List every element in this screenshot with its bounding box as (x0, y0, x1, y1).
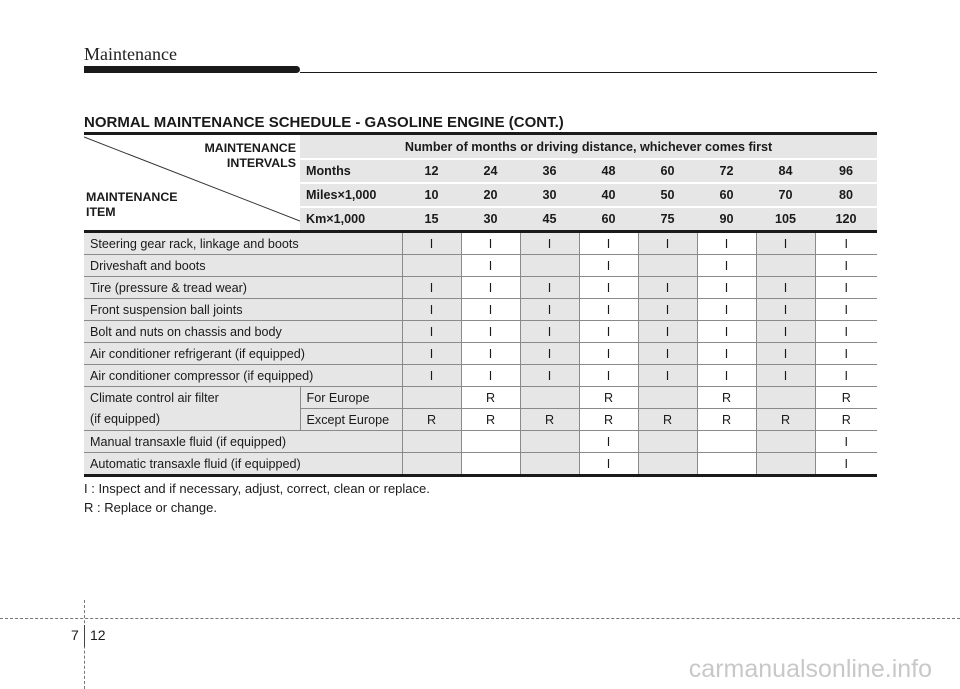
schedule-cell: R (520, 409, 579, 431)
interval-value: 40 (579, 183, 638, 207)
schedule-cell: I (756, 232, 815, 255)
schedule-cell: I (579, 453, 638, 476)
schedule-cell: I (579, 232, 638, 255)
schedule-cell: I (697, 277, 756, 299)
schedule-cell: I (756, 321, 815, 343)
schedule-row (84, 343, 877, 365)
schedule-row (84, 277, 877, 299)
schedule-row (84, 431, 877, 453)
interval-span-header: Number of months or driving distance, whichever comes first (300, 134, 877, 160)
schedule-cell: R (697, 409, 756, 431)
corner-intervals-label (204, 141, 296, 171)
schedule-cell (638, 453, 697, 476)
schedule-cell: I (697, 232, 756, 255)
schedule-cell: I (638, 299, 697, 321)
schedule-cell: I (815, 277, 877, 299)
schedule-cell: I (638, 277, 697, 299)
schedule-cell: I (520, 277, 579, 299)
item-sub-label: For Europe (300, 387, 402, 409)
interval-value: 15 (402, 207, 461, 232)
schedule-cell (461, 431, 520, 453)
schedule-cell: I (520, 343, 579, 365)
schedule-cell: R (697, 387, 756, 409)
schedule-cell (697, 453, 756, 476)
schedule-cell: I (520, 321, 579, 343)
schedule-cell: I (579, 277, 638, 299)
item-name: Manual transaxle fluid (if equipped) (84, 431, 402, 453)
schedule-cell: I (461, 321, 520, 343)
page-number: 12 (90, 627, 106, 643)
interval-value: 96 (815, 159, 877, 183)
schedule-cell: I (638, 321, 697, 343)
schedule-cell: I (520, 299, 579, 321)
item-name: Climate control air filter (84, 387, 300, 409)
corner-top-line2: INTERVALS (226, 156, 296, 170)
schedule-cell: I (756, 277, 815, 299)
schedule-row (84, 453, 877, 476)
schedule-cell: I (579, 299, 638, 321)
interval-unit-label: Miles×1,000 (300, 183, 402, 207)
schedule-cell (402, 453, 461, 476)
schedule-cell: I (402, 365, 461, 387)
schedule-cell: I (815, 365, 877, 387)
schedule-row (84, 365, 877, 387)
schedule-cell: I (697, 255, 756, 277)
interval-value: 30 (461, 207, 520, 232)
interval-value: 48 (579, 159, 638, 183)
schedule-cell: I (815, 255, 877, 277)
schedule-cell: I (756, 365, 815, 387)
schedule-cell: I (461, 365, 520, 387)
schedule-cell (638, 431, 697, 453)
interval-value: 30 (520, 183, 579, 207)
schedule-cell: R (461, 387, 520, 409)
interval-value: 20 (461, 183, 520, 207)
schedule-cell: I (579, 255, 638, 277)
interval-value: 60 (697, 183, 756, 207)
header-rule (300, 72, 877, 73)
chapter-number: 7 (71, 627, 79, 643)
interval-value: 12 (402, 159, 461, 183)
schedule-cell: I (402, 232, 461, 255)
interval-value: 60 (579, 207, 638, 232)
schedule-cell: I (461, 343, 520, 365)
item-sub-label: Except Europe (300, 409, 402, 431)
interval-value: 45 (520, 207, 579, 232)
schedule-cell: I (815, 431, 877, 453)
corner-bottom-line1: MAINTENANCE (86, 190, 178, 204)
schedule-cell: I (402, 343, 461, 365)
schedule-cell (520, 431, 579, 453)
schedule-cell: I (697, 299, 756, 321)
schedule-cell: I (579, 321, 638, 343)
schedule-cell: I (520, 365, 579, 387)
interval-value: 72 (697, 159, 756, 183)
interval-value: 105 (756, 207, 815, 232)
schedule-cell: I (402, 277, 461, 299)
schedule-cell: R (756, 409, 815, 431)
schedule-cell (402, 255, 461, 277)
schedule-cell: I (815, 453, 877, 476)
schedule-cell (402, 387, 461, 409)
schedule-cell: R (579, 409, 638, 431)
interval-value: 80 (815, 183, 877, 207)
schedule-cell: R (461, 409, 520, 431)
item-name: Front suspension ball joints (84, 299, 402, 321)
item-name: Automatic transaxle fluid (if equipped) (84, 453, 402, 476)
schedule-cell: I (402, 321, 461, 343)
item-name: Air conditioner compressor (if equipped) (84, 365, 402, 387)
schedule-cell: I (815, 321, 877, 343)
schedule-cell: I (756, 299, 815, 321)
schedule-cell: I (461, 299, 520, 321)
corner-bottom-line2: ITEM (86, 205, 116, 219)
footer-dotted-rule (0, 618, 960, 619)
schedule-cell: I (756, 343, 815, 365)
schedule-cell: I (520, 232, 579, 255)
item-name: Steering gear rack, linkage and boots (84, 232, 402, 255)
schedule-row (84, 232, 877, 255)
interval-value: 24 (461, 159, 520, 183)
maintenance-schedule-table (84, 132, 877, 477)
interval-value: 70 (756, 183, 815, 207)
schedule-cell: I (579, 343, 638, 365)
schedule-cell: R (402, 409, 461, 431)
schedule-cell: I (402, 299, 461, 321)
interval-value: 75 (638, 207, 697, 232)
item-name: Driveshaft and boots (84, 255, 402, 277)
schedule-cell: I (461, 277, 520, 299)
interval-value: 60 (638, 159, 697, 183)
header-bar (84, 66, 300, 73)
interval-unit-label: Km×1,000 (300, 207, 402, 232)
schedule-row-climate (84, 387, 877, 409)
schedule-row (84, 321, 877, 343)
schedule-cell (520, 255, 579, 277)
schedule-cell (520, 387, 579, 409)
schedule-cell: R (815, 387, 877, 409)
schedule-cell (402, 431, 461, 453)
schedule-cell: I (638, 343, 697, 365)
section-title: NORMAL MAINTENANCE SCHEDULE - GASOLINE ENGINE (CONT.) (84, 114, 564, 131)
corner-top-line1: MAINTENANCE (204, 141, 296, 155)
schedule-cell: R (579, 387, 638, 409)
table-corner-header (84, 134, 300, 232)
schedule-cell (638, 255, 697, 277)
interval-unit-label: Months (300, 159, 402, 183)
item-name: Air conditioner refrigerant (if equipped) (84, 343, 402, 365)
schedule-cell (697, 431, 756, 453)
schedule-cell: R (638, 409, 697, 431)
legend-inspect: I : Inspect and if necessary, adjust, correct, clean or replace. (84, 481, 430, 496)
schedule-cell: I (579, 365, 638, 387)
schedule-cell: R (815, 409, 877, 431)
schedule-cell: I (638, 232, 697, 255)
interval-value: 90 (697, 207, 756, 232)
schedule-cell: I (697, 321, 756, 343)
schedule-cell (756, 431, 815, 453)
interval-value: 120 (815, 207, 877, 232)
page-header-title: Maintenance (84, 44, 177, 64)
schedule-cell: I (697, 343, 756, 365)
schedule-cell (756, 453, 815, 476)
schedule-cell (756, 387, 815, 409)
schedule-cell: I (815, 232, 877, 255)
interval-value: 36 (520, 159, 579, 183)
item-name: Tire (pressure & tread wear) (84, 277, 402, 299)
schedule-cell (520, 453, 579, 476)
page-number-divider (84, 625, 85, 647)
schedule-cell: I (579, 431, 638, 453)
schedule-cell: I (461, 255, 520, 277)
schedule-row (84, 299, 877, 321)
watermark: carmanualsonline.info (688, 655, 932, 683)
interval-value: 10 (402, 183, 461, 207)
schedule-row-climate (84, 409, 877, 431)
corner-item-label (86, 190, 178, 220)
schedule-cell (638, 387, 697, 409)
legend-replace: R : Replace or change. (84, 500, 217, 515)
schedule-cell (461, 453, 520, 476)
interval-value: 84 (756, 159, 815, 183)
schedule-cell: I (815, 299, 877, 321)
schedule-cell: I (461, 232, 520, 255)
schedule-row (84, 255, 877, 277)
item-name: (if equipped) (84, 409, 300, 431)
schedule-cell: I (815, 343, 877, 365)
item-name: Bolt and nuts on chassis and body (84, 321, 402, 343)
schedule-cell: I (638, 365, 697, 387)
schedule-cell: I (697, 365, 756, 387)
interval-value: 50 (638, 183, 697, 207)
schedule-cell (756, 255, 815, 277)
